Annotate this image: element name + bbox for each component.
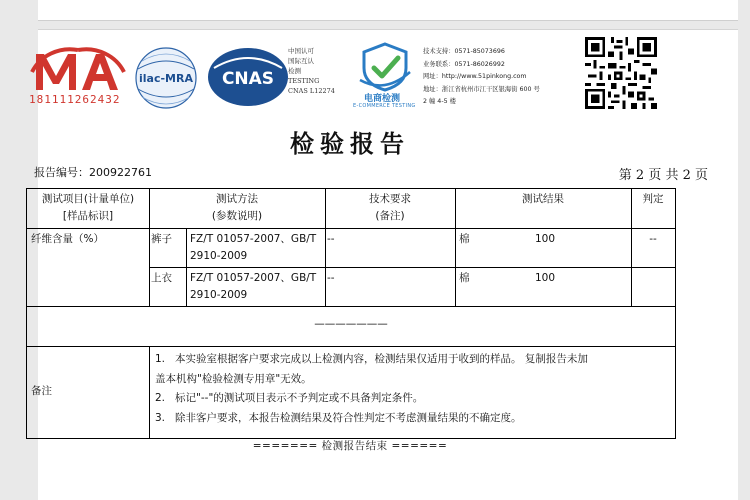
test-results-table xyxy=(26,188,676,439)
remarks-label: 备注 xyxy=(31,385,52,397)
header-req-line2: (备注) xyxy=(375,210,405,222)
judge-value: -- xyxy=(649,233,657,245)
cnas-label: CNAS xyxy=(221,69,275,89)
row-part: 裤子 xyxy=(151,233,172,245)
header-item xyxy=(27,191,149,225)
row-fiber: 棉 xyxy=(459,272,470,284)
item-name: 纤维含量（%） xyxy=(31,233,104,245)
row-fiber: 棉 xyxy=(459,233,470,245)
header-result: 测试结果 xyxy=(522,193,564,205)
qr-code xyxy=(585,37,657,109)
row-divider xyxy=(149,267,675,268)
remark-2: 2. 标记"--"的测试项目表示不予判定或不具备判定条件。 xyxy=(155,392,424,405)
contact-info xyxy=(423,46,540,109)
previous-page-edge xyxy=(38,0,738,21)
data-bottom-rule xyxy=(27,306,675,307)
cnas-text-line: 国际互认 xyxy=(288,57,314,65)
contact-website: 网址：http://www.51pinkong.com xyxy=(423,73,527,80)
separator-line: ——————— xyxy=(314,318,388,330)
remark-1: 1. 本实验室根据客户要求完成以上检测内容，检测结果仅适用于收到的样品。 复制报告未加 xyxy=(155,353,588,365)
header-requirement xyxy=(325,191,455,225)
remarks-list xyxy=(155,350,673,428)
contact-address: 地址：浙江省杭州市江干区银海街 600 号 xyxy=(423,85,540,93)
header-item-line1: 测试项目(计量单位) xyxy=(41,193,135,205)
row-method: FZ/T 01057-2007、GB/T 2910-2009 xyxy=(190,272,317,301)
col-divider-remarks xyxy=(149,346,150,438)
col-divider-part xyxy=(186,228,187,306)
row-method: FZ/T 01057-2007、GB/T 2910-2009 xyxy=(190,233,317,262)
report-number-value: 200922761 xyxy=(89,166,152,179)
report-title: 检验报告 xyxy=(290,129,410,158)
ilac-mra-logo xyxy=(134,45,198,111)
cnas-text-line: TESTING xyxy=(288,77,320,85)
row-requirement: -- xyxy=(327,272,335,284)
header-req-line1: 技术要求 xyxy=(369,193,411,205)
cnas-text-line: 检测 xyxy=(288,67,301,75)
page-indicator: 第 2 页 共 2 页 xyxy=(618,168,708,183)
header-item-line2: [样品标识] xyxy=(62,210,114,222)
remark-3: 3. 除非客户要求，本报告检测结果及符合性判定不考虑测量结果的不确定度。 xyxy=(155,411,522,424)
ilac-label: ilac-MRA xyxy=(139,72,193,85)
remark-1-continued: 盖本机构"检验检测专用章"无效。 xyxy=(155,372,312,385)
header-method-line1: 测试方法 xyxy=(216,193,258,205)
contact-tech-support: 技术支持：0571-85073696 xyxy=(423,48,505,55)
ecommerce-title: 电商检测 xyxy=(364,94,401,104)
contact-address-line2: 2 幢 4-5 楼 xyxy=(423,98,456,105)
cnas-text-line: 中国认可 xyxy=(288,47,314,55)
cma-number: 181111262432 xyxy=(29,93,121,106)
header-method-line2: (参数说明) xyxy=(211,210,263,222)
row-value: 100 xyxy=(535,233,556,245)
report-number xyxy=(34,164,152,180)
ecommerce-testing-logo xyxy=(356,42,414,92)
contact-business: 业务联系：0571-86026992 xyxy=(423,60,505,68)
ecommerce-subtitle: E-COMMERCE TESTING xyxy=(353,103,416,109)
row-part: 上衣 xyxy=(151,272,172,284)
row-requirement: -- xyxy=(327,233,335,245)
report-number-label: 报告编号： xyxy=(34,166,89,179)
cnas-accreditation-text xyxy=(288,46,335,96)
header-judge: 判定 xyxy=(642,193,664,205)
header-method xyxy=(149,191,325,225)
row-value: 100 xyxy=(535,272,556,284)
report-end-marker: ======= 检测报告结束 ====== xyxy=(252,440,448,452)
cnas-text-line: CNAS L12274 xyxy=(288,87,335,95)
blank-bottom-rule xyxy=(27,346,675,347)
cnas-logo xyxy=(206,46,290,108)
header-bottom-rule xyxy=(27,228,675,229)
